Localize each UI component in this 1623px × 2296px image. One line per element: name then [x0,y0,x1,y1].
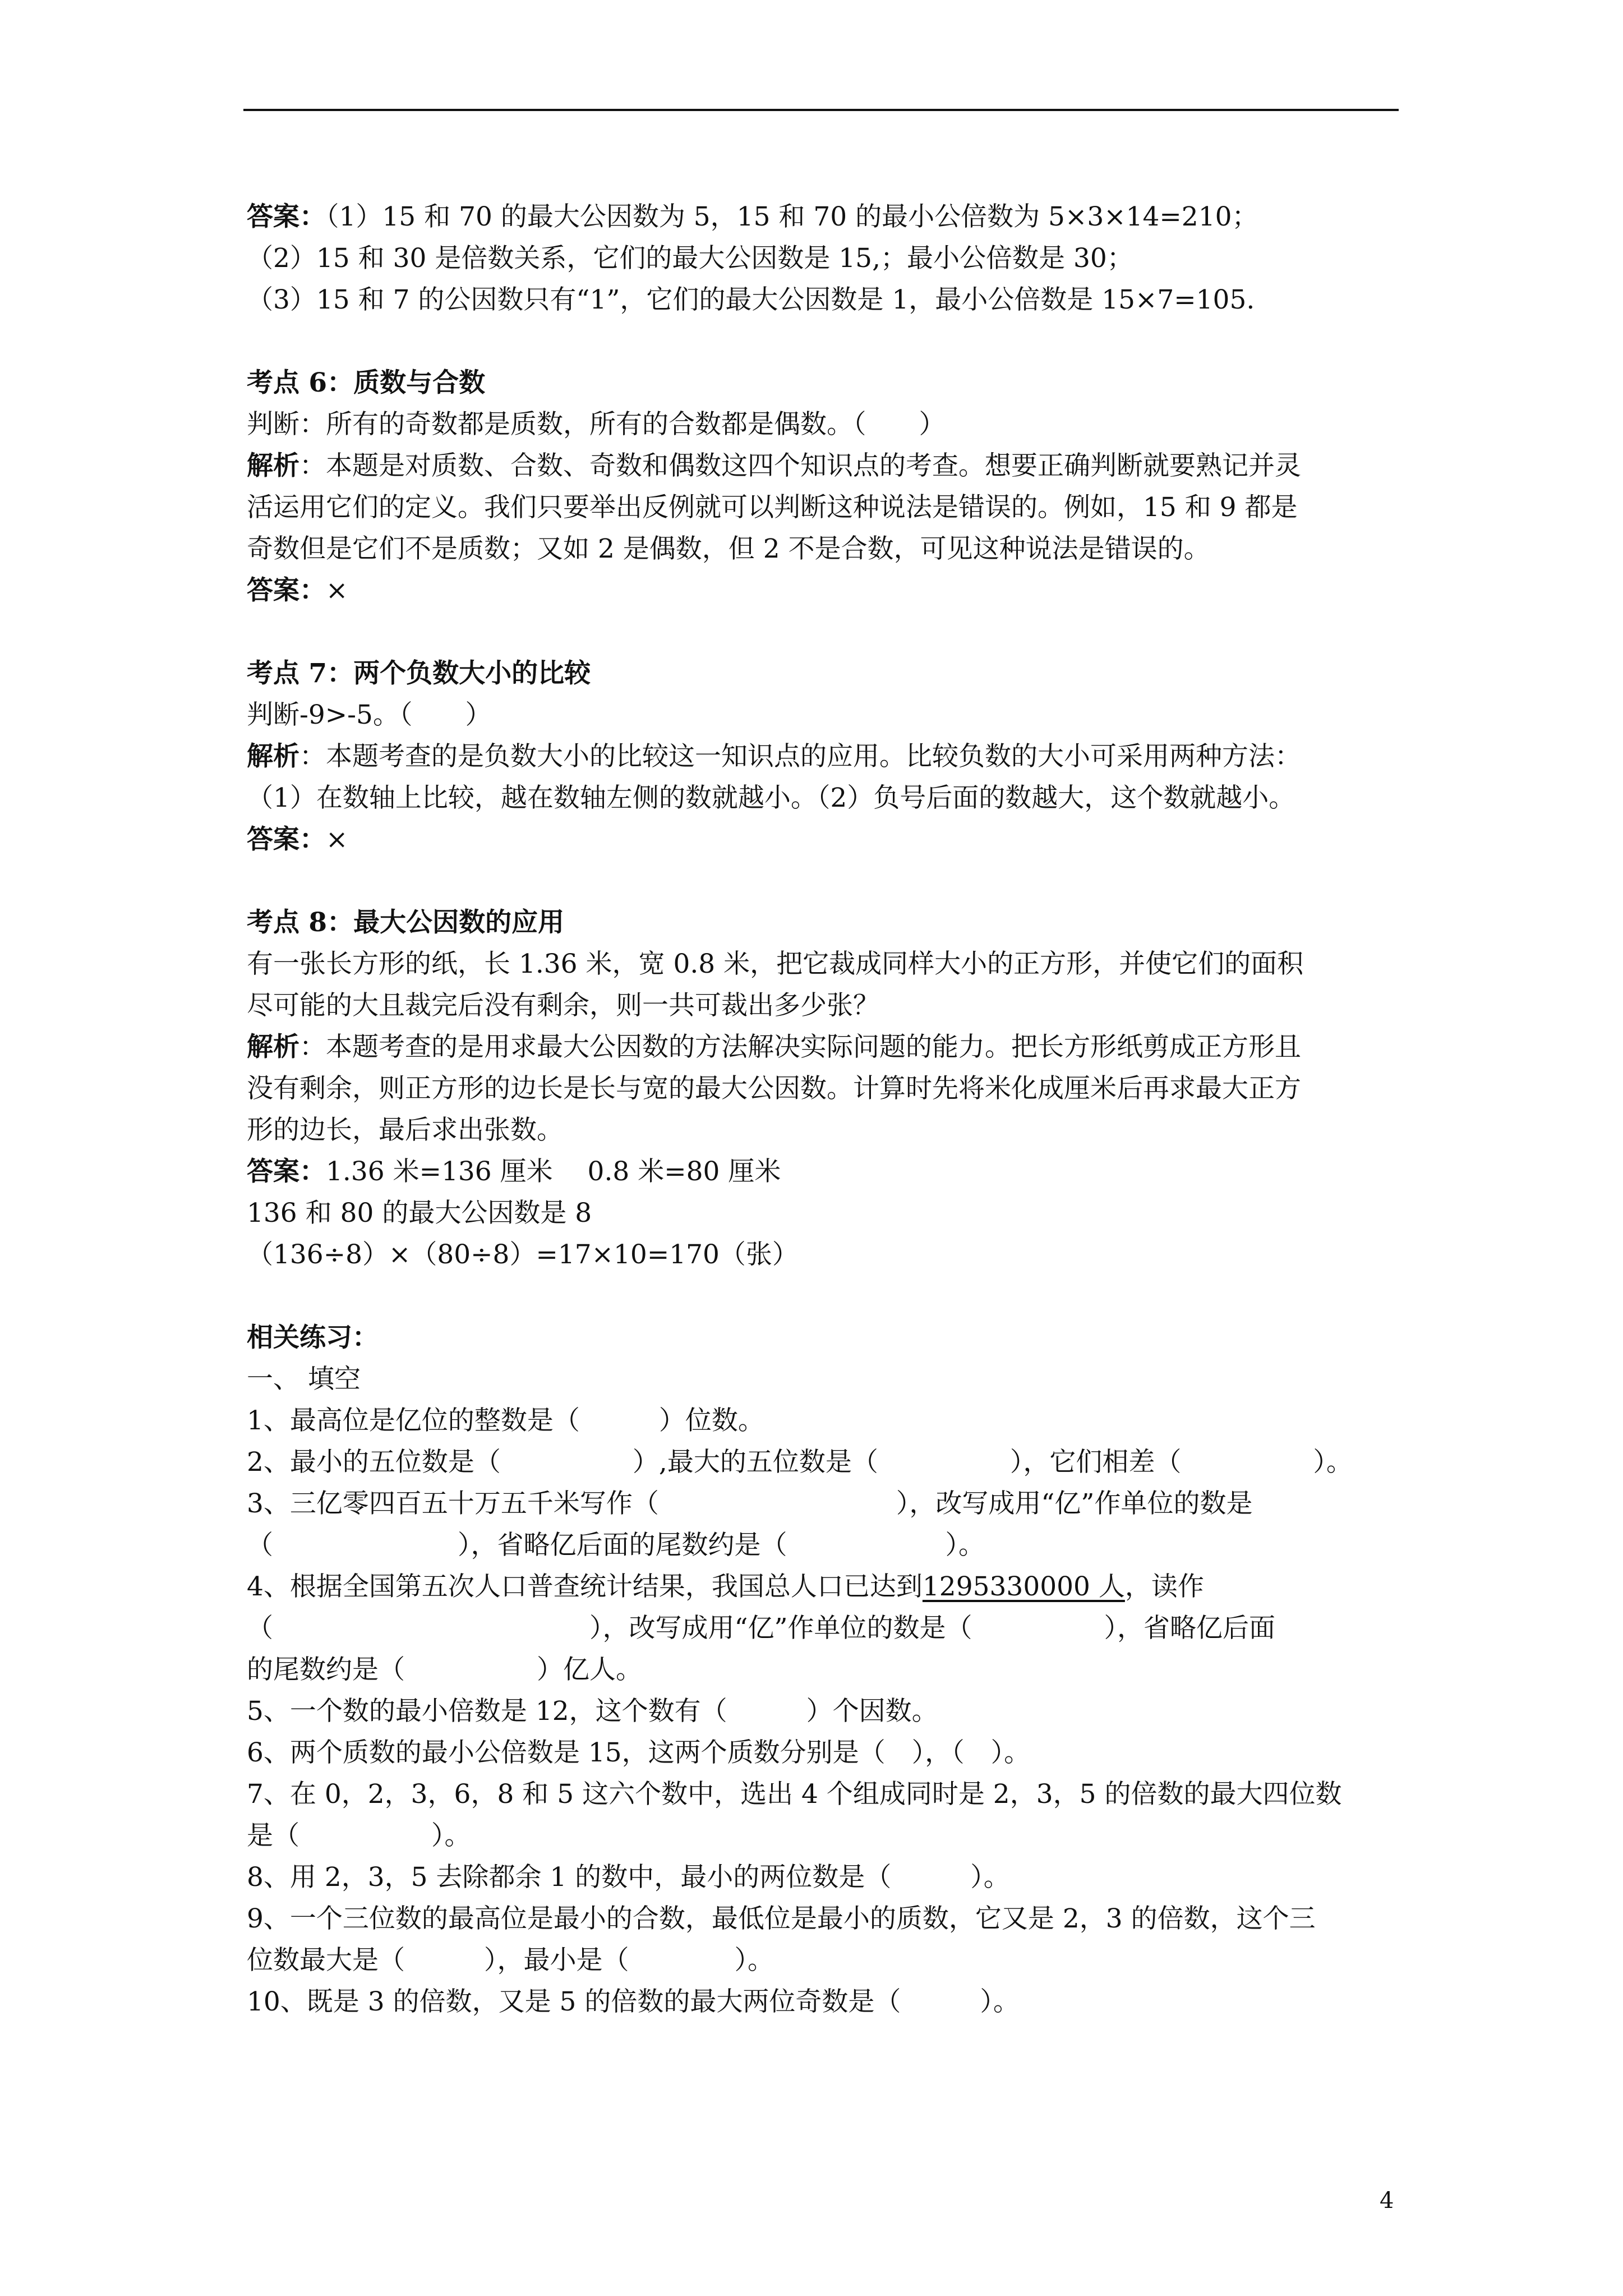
analysis-label: 解析 [247,450,299,481]
analysis-label: 解析 [247,1032,299,1062]
practice-title: 相关练习： [247,1322,379,1353]
answer-label: 答案： [247,824,326,855]
answer-text: 1.36 米=136 厘米 0.8 米=80 厘米 [326,1156,781,1187]
practice-question: 是（ ）。 [247,1820,471,1851]
practice-question: （ ），改写成用“亿”作单位的数是（ ），省略亿后面 [247,1613,1276,1644]
section-title: 考点 8：最大公因数的应用 [247,907,565,938]
answer-text: × [326,824,348,855]
answer-line: （136÷8）×（80÷8）=17×10=170（张） [247,1239,799,1270]
practice-section: 一、 填空 [247,1364,361,1395]
answer-line [247,1151,1402,1193]
answer-line [247,570,1402,611]
question-text: 尽可能的大且裁完后没有剩余，则一共可裁出多少张？ [247,990,879,1021]
section-title: 考点 7：两个负数大小的比较 [247,658,591,689]
practice-question: 9、一个三位数的最高位是最小的合数，最低位是最小的质数，它又是 2，3 的倍数，这个三 [247,1903,1316,1934]
answer-line: （3）15 和 7 的公因数只有“1”，它们的最大公因数是 1，最小公倍数是 15×7=105. [247,284,1255,315]
analysis-line: 没有剩余，则正方形的边长是长与宽的最大公因数。计算时先将米化成厘米后再求最大正方 [247,1073,1301,1104]
analysis-line: 活运用它们的定义。我们只要举出反例就可以判断这种说法是错误的。例如，15 和 9 都是 [247,492,1298,523]
answer-line: 136 和 80 的最大公因数是 8 [247,1198,592,1228]
practice-question: 1、最高位是亿位的整数是（ ）位数。 [247,1405,764,1436]
question-text: 判断-9>-5。（ ） [247,700,492,730]
answer-label: 答案： [247,575,326,606]
answer-label: 答案： [247,201,326,232]
practice-question: 的尾数约是（ ）亿人。 [247,1654,642,1685]
page-content [247,196,1402,2023]
practice-question: 8、用 2，3，5 去除都余 1 的数中，最小的两位数是（ ）。 [247,1862,1010,1893]
practice-question: 3、三亿零四百五十万五千米写作（ ），改写成用“亿”作单位的数是 [247,1488,1253,1519]
header-rule [243,109,1399,111]
question-text: 判断：所有的奇数都是质数，所有的合数都是偶数。（ ） [247,409,946,440]
answer-text: × [326,575,348,606]
question-text: 有一张长方形的纸，长 1.36 米，宽 0.8 米，把它裁成同样大小的正方形，并使它们的面积 [247,949,1304,979]
analysis-line: 解析：本题是对质数、合数、奇数和偶数这四个知识点的考查。想要正确判断就要熟记并灵 [247,450,1301,481]
practice-question: （ ），省略亿后面的尾数约是（ ）。 [247,1530,985,1561]
practice-question: 10、既是 3 的倍数，又是 5 的倍数的最大两位奇数是（ ）。 [247,1986,1020,2017]
analysis-label: 解析 [247,741,299,772]
page-number: 4 [1380,2188,1394,2214]
practice-question: 4、根据全国第五次人口普查统计结果，我国总人口已达到1295330000 人，读作 [247,1571,1204,1602]
answer-line [247,196,1402,238]
practice-question: 2、最小的五位数是（ ）,最大的五位数是（ ），它们相差（ ）。 [247,1447,1353,1478]
analysis-line: 解析：本题考查的是用求最大公因数的方法解决实际问题的能力。把长方形纸剪成正方形且 [247,1032,1301,1062]
answer-line: （2）15 和 30 是倍数关系，它们的最大公因数是 15,；最小公倍数是 30； [247,243,1133,274]
analysis-line: 形的边长，最后求出张数。 [247,1115,563,1145]
practice-question: 6、两个质数的最小公倍数是 15，这两个质数分别是（ ），（ ）。 [247,1737,1031,1768]
answer-text: （1）15 和 70 的最大公因数为 5，15 和 70 的最小公倍数为 5×3×14=210； [326,201,1258,232]
analysis-line: 奇数但是它们不是质数；又如 2 是偶数，但 2 不是合数，可见这种说法是错误的。 [247,533,1210,564]
population-figure: 1295330000 人 [922,1571,1125,1602]
answer-line [247,819,1402,861]
practice-question: 5、一个数的最小倍数是 12，这个数有（ ）个因数。 [247,1696,938,1727]
analysis-line: （1）在数轴上比较，越在数轴左侧的数就越小。（2）负号后面的数越大，这个数就越小。 [247,783,1295,813]
answer-label: 答案： [247,1156,326,1187]
practice-question: 位数最大是（ ），最小是（ ）。 [247,1945,774,1976]
analysis-line: 解析：本题考查的是负数大小的比较这一知识点的应用。比较负数的大小可采用两种方法： [247,741,1301,772]
section-title: 考点 6：质数与合数 [247,367,486,398]
practice-question: 7、在 0，2，3，6，8 和 5 这六个数中，选出 4 个组成同时是 2，3，5 的倍数的最大四位数 [247,1779,1342,1810]
